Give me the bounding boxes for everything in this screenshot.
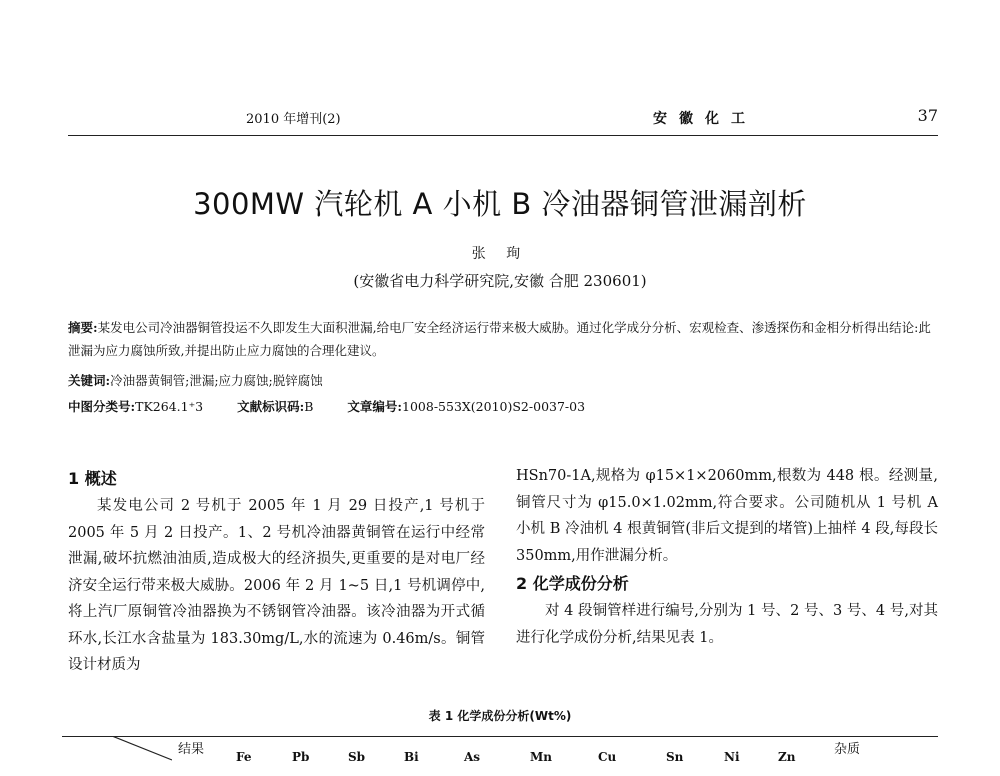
table-col-cu: Cu <box>598 750 617 764</box>
table-col-fe: Fe <box>236 750 252 764</box>
table-corner-label: 结果 <box>178 742 205 757</box>
keywords-label: 关键词: <box>68 373 111 388</box>
section-1-heading: 1 概述 <box>68 469 117 488</box>
left-column <box>68 466 485 679</box>
table-col-ni: Ni <box>724 750 740 764</box>
table-col-as: As <box>464 750 481 764</box>
section-1-paragraph: 某发电公司 2 号机于 2005 年 1 月 29 日投产,1 号机于 2005 年 5 月 2 日投产。1、2 号机冷油器黄铜管在运行中经常泄漏,破坏抗燃油油质,造成极大的经济损失,更重要的是对电厂经济安全运行带来极大威胁。2006 年 2 月 1~5 日,1 号机调停中,将上汽厂原铜管冷油器换为不锈钢管冷油器。该冷油器为开式循环水,长江水含盐量为 183.30mg/L,水的流速为 0.46m/s。铜管设计材质为 <box>68 498 485 673</box>
table-1-caption: 表 1 化学成份分析(Wt%) <box>428 709 572 723</box>
table-top-rule <box>62 736 938 737</box>
right-column <box>516 463 938 651</box>
table-col-bi: Bi <box>404 750 419 764</box>
table-col-zn: Zn <box>778 750 796 764</box>
keywords <box>68 369 938 392</box>
author-name: 张 珣 <box>471 246 529 262</box>
section-2-paragraph: 对 4 段铜管样进行编号,分别为 1 号、2 号、3 号、4 号,对其进行化学成份分析,结果见表 1。 <box>516 603 938 646</box>
article-no-label: 文章编号: <box>347 399 403 414</box>
article-no-value: 1008-553X(2010)S2-0037-03 <box>402 399 586 414</box>
article-title: 300MW 汽轮机 A 小机 B 冷油器铜管泄漏剖析 <box>193 187 807 221</box>
doc-code-value: B <box>304 399 314 414</box>
abstract-text: 某发电公司冷油器铜管投运不久即发生大面积泄漏,给电厂安全经济运行带来极大威胁。通过化学成分分析、宏观检查、渗透探伤和金相分析得出结论:此泄漏为应力腐蚀所致,并提出防止应力腐蚀的合理化建议。 <box>68 320 931 358</box>
abstract-label: 摘要: <box>68 320 98 335</box>
table-col-pb: Pb <box>292 750 310 764</box>
keywords-text: 冷油器黄铜管;泄漏;应力腐蚀;脱锌腐蚀 <box>110 373 323 388</box>
clc-value: TK264.1⁺3 <box>135 399 204 414</box>
table-col-sb: Sb <box>348 750 366 764</box>
table-diagonal-header <box>112 736 172 776</box>
section-1-continuation: HSn70-1A,规格为 φ15×1×2060mm,根数为 448 根。经测量,铜管尺寸为 φ15.0×1.02mm,符合要求。公司随机从 1 号机 A 小机 B 冷油机 4 根黄铜管(非后文提到的堵管)上抽样 4 段,每段长 350mm,用作泄漏分析。 <box>516 468 938 564</box>
classification-line <box>68 395 938 418</box>
doc-code-label: 文献标识码: <box>237 399 305 414</box>
section-2-heading: 2 化学成份分析 <box>516 574 629 593</box>
issue-label: 2010 年增刊(2) <box>246 112 341 127</box>
journal-name: 安徽化工 <box>653 111 757 127</box>
page-number: 37 <box>917 106 938 125</box>
table-col-mn: Mn <box>530 750 553 764</box>
clc-label: 中图分类号: <box>68 399 136 414</box>
table-impurity-label: 杂质 <box>834 742 861 757</box>
abstract <box>68 316 938 362</box>
table-col-sn: Sn <box>666 750 684 764</box>
running-header <box>68 108 938 130</box>
author-affiliation: (安徽省电力科学研究院,安徽 合肥 230601) <box>353 272 647 290</box>
header-rule <box>68 135 938 136</box>
